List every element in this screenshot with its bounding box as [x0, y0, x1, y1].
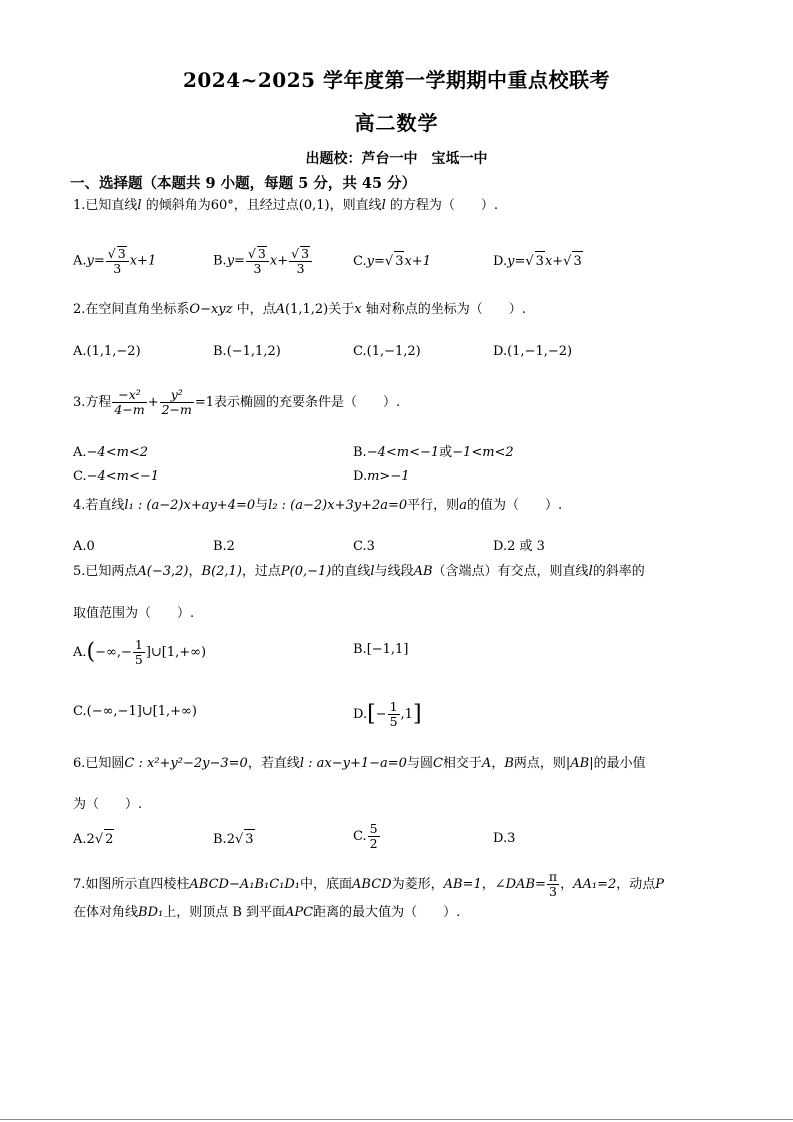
q3-option-d[interactable] [353, 467, 409, 487]
option-value: [−1,1] [366, 642, 409, 657]
exam-subject: 高二数学 [354, 111, 439, 135]
q1-text: ，则直线 [329, 198, 382, 213]
opt-eq: = [373, 254, 385, 269]
q5-text: 5.已知两点 [73, 564, 138, 579]
q7-text: 中，底面 [300, 877, 353, 892]
q6-point-b: B [504, 756, 514, 771]
q6-option-d[interactable]: D.3 [493, 831, 516, 846]
option-letter: A. [73, 445, 87, 460]
q6-option-c[interactable] [353, 822, 381, 851]
q7-comma: ， [481, 877, 495, 892]
q6-text: 相交于 [442, 756, 482, 771]
q5-text: （含端点）有交点，则直线 [432, 564, 589, 579]
q4-option-a[interactable]: A.0 [73, 539, 95, 554]
option-letter: B. [353, 642, 367, 657]
q3-option-b[interactable] [353, 443, 514, 463]
q1-var-l: l [137, 198, 142, 213]
question-6-cont: 为（ ）. [73, 797, 143, 812]
q5-option-c[interactable] [73, 702, 197, 722]
question-7 [73, 870, 664, 899]
q7-text: 在体对角线 [73, 905, 139, 920]
q7-diagonal: BD₁ [138, 905, 164, 920]
opt-tail: x+1 [404, 254, 431, 269]
exam-schools [0, 148, 793, 168]
q2-option-a[interactable] [73, 342, 141, 362]
q4-option-b[interactable]: B.2 [213, 539, 235, 554]
option-letter: C. [73, 469, 87, 484]
opt-eq: = [514, 254, 526, 269]
q2-text: 中，点 [232, 302, 276, 317]
q2-text: 轴对称点的坐标为（ ）. [361, 302, 526, 317]
option-value: (1,−1,−2) [507, 344, 573, 359]
q3-text: 表示椭圆的充要条件是（ ）. [214, 395, 401, 410]
option-value: (−∞,−1]∪[1,+∞) [86, 704, 197, 719]
opt-mid: x+ [269, 253, 289, 269]
q3-text: 3.方程 [73, 395, 112, 410]
q5-option-a[interactable] [73, 638, 206, 667]
opt-eq: = [93, 253, 105, 269]
q4-option-d[interactable]: D.2 或 3 [493, 539, 545, 554]
q5-text: 的直线 [331, 564, 371, 579]
q2-text: 关于 [328, 302, 355, 317]
q5-option-b[interactable] [353, 640, 408, 660]
option-value: −∞,− [95, 645, 132, 660]
q6-option-b[interactable]: B.2√ 3 [213, 829, 255, 850]
option-letter: C. [353, 344, 367, 359]
radicand: 3 [301, 246, 310, 261]
q2-text: 2.在空间直角坐标系 [73, 302, 190, 317]
q3-option-c[interactable] [73, 467, 159, 487]
q5-point-a: A(−3,2) [137, 564, 189, 579]
q5-var-l: l [588, 564, 593, 579]
numerator: y² [160, 388, 194, 403]
q6-text: ，若直线 [247, 756, 300, 771]
option-value: m>−1 [367, 469, 410, 484]
fraction [160, 388, 194, 417]
option-value: (−1,1,2) [226, 344, 281, 359]
opt-tail: x+1 [129, 253, 157, 269]
denominator: 2−m [161, 402, 192, 417]
exam-title: 2024~2025 学年度第一学期期中重点校联考 [182, 68, 611, 92]
q7-base: ABCD [352, 877, 392, 892]
q4-option-c[interactable]: C.3 [353, 539, 375, 554]
option-value: [ [367, 701, 376, 727]
option-value: − [375, 707, 387, 722]
q1-point: (0,1) [298, 198, 330, 213]
question-5-cont: 取值范围为（ ）. [73, 606, 195, 621]
option-letter: C. [353, 829, 367, 844]
equals: =1 [194, 395, 215, 410]
option-letter: A. [73, 832, 87, 847]
q6-chord: |AB| [565, 756, 594, 771]
question-2 [73, 300, 526, 320]
question-6 [73, 754, 646, 774]
radicand: 3 [244, 829, 254, 850]
q5-segment: AB [413, 564, 433, 579]
fraction [388, 700, 400, 729]
denominator: 3 [253, 261, 262, 276]
opt-lhs: y [507, 254, 515, 269]
q1-text: 的倾斜角为 [141, 198, 211, 213]
numerator: π [548, 869, 558, 884]
opt-lhs: y [226, 253, 235, 269]
q4-var-a: a [459, 498, 467, 513]
radicand: 3 [572, 251, 582, 272]
option-value: ]∪[1,+∞) [145, 645, 207, 660]
option-value: −1<m<2 [452, 445, 514, 460]
q1-text: 的方程为（ ）. [385, 198, 499, 213]
option-letter: C. [353, 254, 367, 269]
fraction: $\frac{√ 3}{3}$ [246, 246, 269, 276]
q7-angle: ∠DAB= [494, 877, 546, 892]
q2-point: A [275, 302, 286, 317]
q7-aa1: AA₁=2 [573, 877, 617, 892]
radicand: 2 [104, 829, 114, 850]
q4-text: 与 [255, 498, 269, 513]
q2-system: O−xyz [189, 302, 233, 317]
option-letter: D. [353, 707, 368, 722]
option-value: ] [412, 701, 422, 727]
option-letter: B. [353, 445, 367, 460]
plus: + [147, 395, 159, 410]
option-letter: B. [213, 344, 227, 359]
opt-eq: = [234, 253, 245, 269]
radicand: 3 [257, 246, 266, 261]
q4-eq2: ₂ : (a−2)x+3y+2a=0 [272, 498, 408, 513]
radicand: 3 [535, 251, 545, 272]
q7-text: 7.如图所示直四棱柱 [73, 877, 190, 892]
fraction [368, 822, 380, 851]
opt-lhs: y [366, 254, 374, 269]
option-letter: D. [353, 469, 368, 484]
q2-option-c[interactable] [353, 342, 421, 362]
denominator: 3 [296, 261, 305, 276]
q2-option-b[interactable] [213, 342, 281, 362]
q5-text: 的斜率的 [592, 564, 645, 579]
fraction: $\frac{√ 3}{3}$ [289, 246, 312, 276]
option-letter: A. [73, 645, 87, 660]
q5-var-l: l [370, 564, 375, 579]
q1-option-b[interactable] [213, 246, 313, 276]
denominator: 5 [389, 714, 398, 729]
q6-circle: C [432, 756, 443, 771]
option-letter: D. [493, 344, 508, 359]
numerator: −x² [112, 388, 146, 403]
question-3 [73, 388, 400, 417]
numerator: 5 [369, 821, 378, 836]
q2-coords: (1,1,2) [285, 302, 329, 317]
option-letter: B. [213, 832, 227, 847]
numerator: 1 [134, 637, 143, 652]
q1-option-c[interactable]: C.y=√ 3x+1 [353, 251, 431, 272]
fraction [547, 870, 559, 899]
q1-option-a[interactable] [73, 246, 156, 276]
option-value: (1,−1,2) [366, 344, 421, 359]
option-value: −4<m<−1 [86, 469, 160, 484]
page-bottom-divider [0, 1119, 793, 1120]
q7-text: 距离的最大值为（ ）. [313, 905, 461, 920]
q6-text: 两点，则 [513, 756, 566, 771]
question-7-cont [73, 903, 460, 923]
q7-text: 为菱形， [391, 877, 444, 892]
q6-option-a[interactable]: A.2√ 2 [73, 829, 114, 850]
q7-prism: ABCD−A₁B₁C₁D₁ [189, 877, 301, 892]
option-value: ( [86, 639, 96, 665]
q1-text: ，且经过点 [233, 198, 299, 213]
q6-text: 与圆 [406, 756, 433, 771]
q4-line1: l [124, 498, 129, 513]
q1-var-l: l [381, 198, 386, 213]
q5-comma: ， [188, 564, 202, 579]
option-value: (1,1,−2) [86, 344, 141, 359]
fraction: $\frac{√ 3}{3}$ [106, 246, 129, 276]
option-letter: D. [493, 254, 508, 269]
q7-text: 上，则顶点 B 到平面 [163, 905, 286, 920]
q5-point-p: P(0,−1) [280, 564, 332, 579]
option-letter: A. [73, 253, 87, 269]
q2-option-d[interactable] [493, 342, 572, 362]
denominator: 5 [134, 652, 143, 667]
q4-text: 4.若直线 [73, 498, 125, 513]
denominator: 3 [113, 261, 122, 276]
q6-point-a: A [481, 756, 492, 771]
schools-label: 出题校：芦台一中 [305, 151, 418, 167]
q2-axis: x [354, 302, 362, 317]
option-letter: A. [73, 344, 87, 359]
schools-second: 宝坻一中 [431, 151, 488, 167]
option-coef: 2 [226, 832, 235, 847]
q6-text: 的最小值 [593, 756, 646, 771]
q6-text: 6.已知圆 [73, 756, 125, 771]
q7-ab: AB=1 [443, 877, 482, 892]
q4-text: 平行，则 [407, 498, 460, 513]
denominator: 2 [369, 836, 378, 851]
q1-option-d[interactable]: D.y=√ 3x+√ 3 [493, 251, 583, 272]
q7-plane: APC [285, 905, 314, 920]
radicand: 3 [394, 251, 404, 272]
option-value: −4<m<2 [86, 445, 149, 460]
q1-angle: 60° [210, 198, 234, 213]
opt-mid: x+ [544, 254, 564, 269]
option-value: ,1 [400, 707, 413, 722]
q7-point-p: P [655, 877, 665, 892]
q6-line-eq: l : ax−y+1−a=0 [299, 756, 407, 771]
option-letter: B. [213, 253, 227, 269]
q1-text: 1.已知直线 [73, 198, 138, 213]
q6-comma: ， [491, 756, 505, 771]
q4-eq1: ₁ : (a−2)x+ay+4=0 [128, 498, 256, 513]
q4-line2: l [268, 498, 273, 513]
q7-comma: ， [560, 877, 574, 892]
question-4 [73, 496, 562, 516]
denominator: 3 [549, 884, 557, 899]
opt-lhs: y [86, 253, 94, 269]
section-heading: 一、选择题（本题共 9 小题，每题 5 分，共 45 分） [70, 175, 417, 192]
q7-text: ，动点 [616, 877, 656, 892]
radicand: 3 [117, 246, 126, 261]
q4-text: 的值为（ ）. [466, 498, 563, 513]
numerator: 1 [389, 699, 398, 714]
q5-option-d[interactable] [353, 700, 422, 729]
option-coef: 2 [86, 832, 95, 847]
q5-text: ，过点 [241, 564, 281, 579]
q6-circle-eq: C : x²+y²−2y−3=0 [124, 756, 248, 771]
q5-point-b: B(2,1) [201, 564, 242, 579]
option-or: 或 [439, 445, 453, 460]
question-5 [73, 562, 645, 582]
denominator: 4−m [114, 402, 145, 417]
q5-text: 与线段 [374, 564, 414, 579]
fraction [133, 638, 145, 667]
fraction [112, 388, 146, 417]
option-letter: C. [73, 704, 87, 719]
option-value: −4<m<−1 [366, 445, 440, 460]
question-1 [73, 196, 498, 216]
q3-option-a[interactable] [73, 443, 148, 463]
